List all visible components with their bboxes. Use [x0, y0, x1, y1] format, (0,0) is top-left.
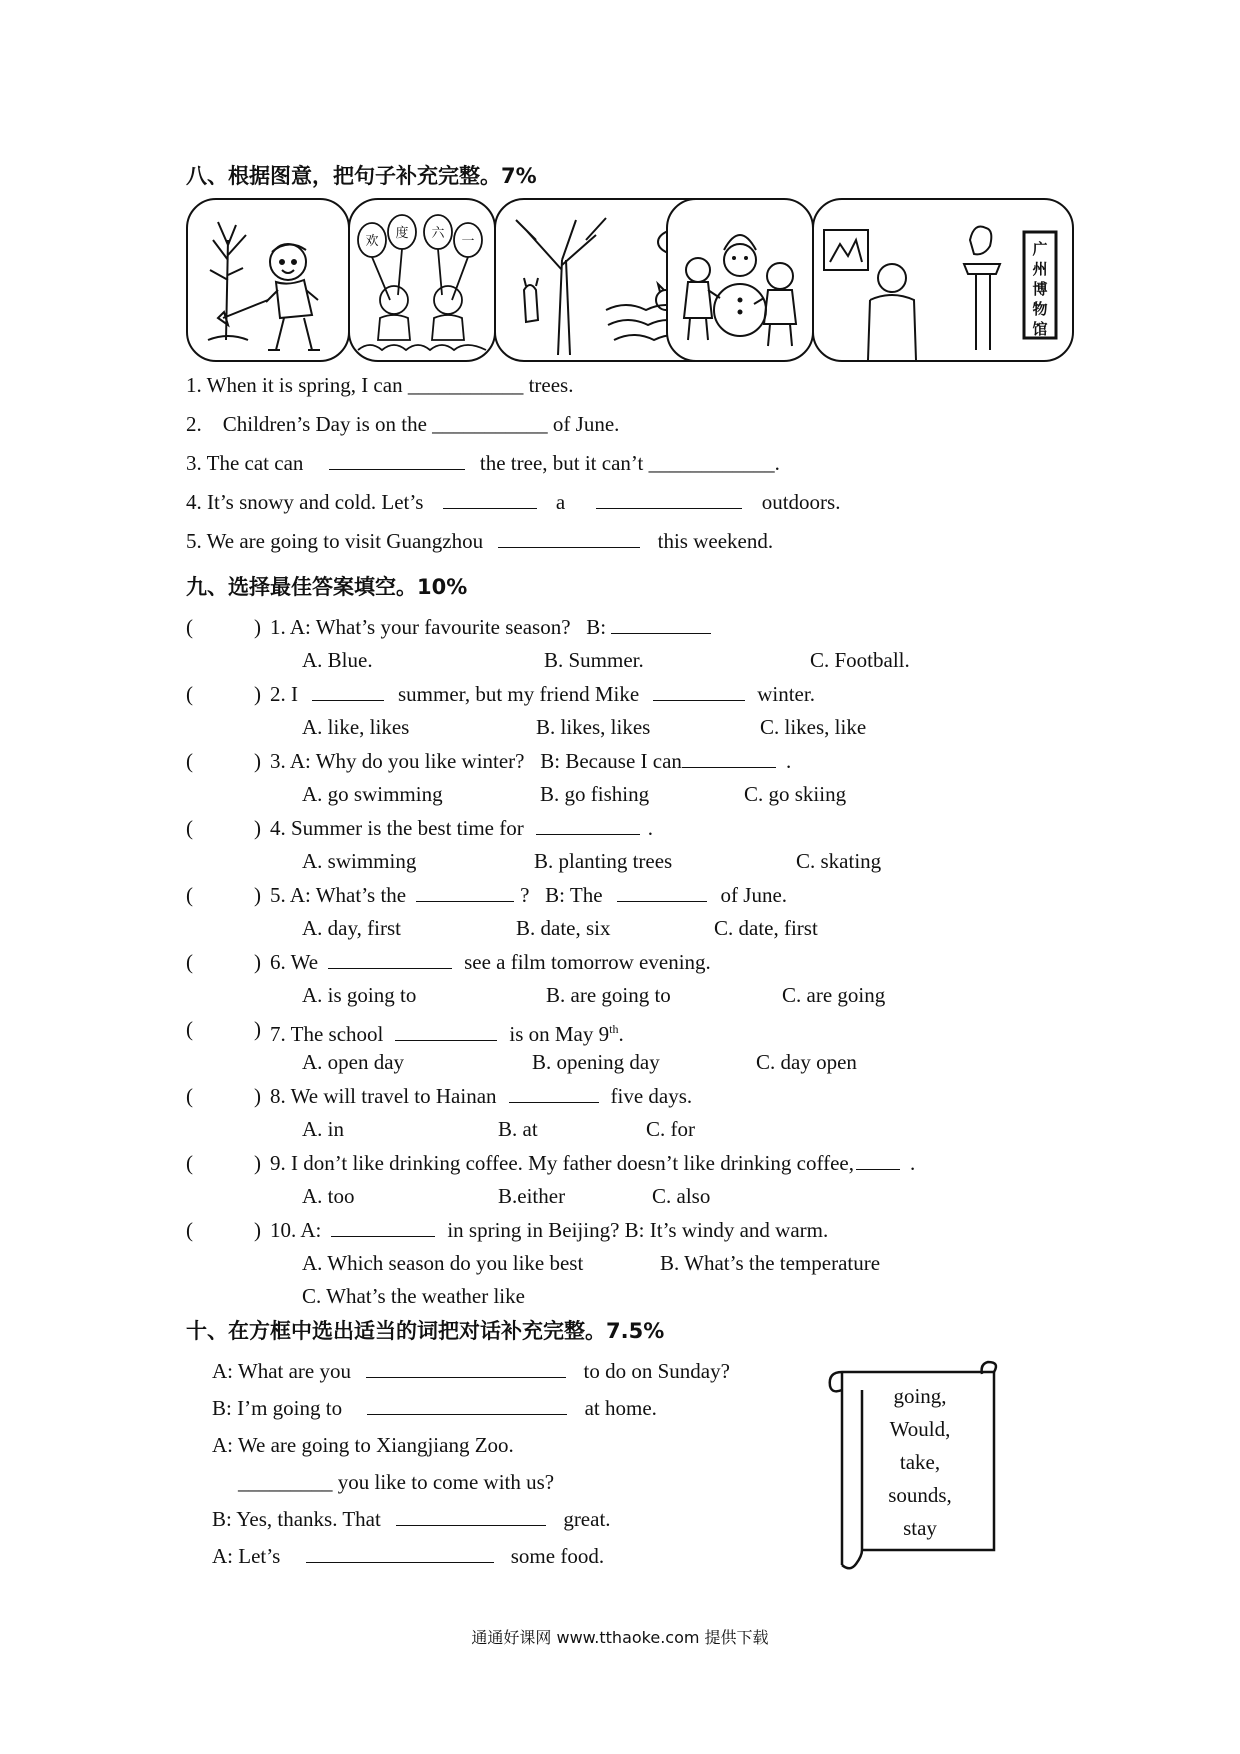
dialog-blank-3[interactable]: _________ — [238, 1470, 333, 1494]
s8-item-2-end: of June. — [547, 412, 620, 436]
question-7-option-2[interactable]: B. opening day — [532, 1050, 660, 1074]
s8-item-2-text: 2. Children’s Day is on the — [186, 412, 433, 436]
word-option-2: Would, — [889, 1417, 951, 1441]
question-5-text-3: of June. — [720, 883, 788, 907]
picture-childrens-day — [348, 198, 496, 362]
answer-bracket[interactable]: ( — [186, 883, 193, 907]
question-2 — [270, 681, 815, 707]
s8-item-5 — [186, 528, 773, 554]
question-2-option-3[interactable]: C. likes, like — [760, 715, 867, 739]
s8-item-1-blank[interactable]: ___________ — [407, 373, 524, 397]
question-10-text-2: in spring in Beijing? B: It’s windy and warm. — [447, 1218, 829, 1242]
answer-bracket-close: ) — [254, 816, 261, 840]
picture-museum — [812, 198, 1074, 362]
dialog-line-2-b: at home. — [584, 1396, 657, 1420]
question-4-text-2: . — [647, 816, 653, 840]
question-9-option-2[interactable]: B.either — [498, 1184, 566, 1208]
question-7-option-3[interactable]: C. day open — [756, 1050, 857, 1074]
question-8-option-2[interactable]: B. at — [498, 1117, 538, 1141]
question-1-option-1[interactable]: A. Blue. — [302, 648, 373, 672]
question-7-blank-1[interactable] — [395, 1022, 497, 1041]
question-1-text-1: 1. A: What’s your favourite season? B: — [270, 615, 612, 639]
word-option-1: going, — [893, 1384, 947, 1408]
question-7-text-2: is on May 9 — [509, 1022, 610, 1046]
dialog-line-2 — [212, 1395, 657, 1421]
question-5-blank-2[interactable] — [617, 883, 707, 902]
question-5-text-2: ? B: The — [520, 883, 603, 907]
question-2-text-1: 2. I — [270, 682, 298, 706]
question-1-blank-1[interactable] — [611, 615, 711, 634]
question-1-option-3[interactable]: C. Football. — [810, 648, 910, 672]
balloon-3-char: 六 — [431, 226, 445, 241]
question-1 — [270, 614, 721, 640]
question-4 — [270, 815, 653, 841]
question-5-option-1[interactable]: A. day, first — [302, 916, 401, 940]
dialog-line-2-a: B: I’m going to — [212, 1396, 343, 1420]
answer-bracket-close: ) — [254, 883, 261, 907]
question-5-blank-1[interactable] — [416, 883, 514, 902]
dialog-line-1-a: A: What are you — [212, 1359, 351, 1383]
answer-bracket[interactable]: ( — [186, 950, 193, 974]
dialog-blank-1[interactable] — [366, 1359, 566, 1378]
dialog-blank-5[interactable] — [306, 1544, 494, 1563]
question-5-option-2[interactable]: B. date, six — [516, 916, 611, 940]
question-5-option-3[interactable]: C. date, first — [714, 916, 818, 940]
question-6-option-3[interactable]: C. are going — [782, 983, 886, 1007]
dialog-line-3-a: A: We are going to Xiangjiang Zoo. — [212, 1433, 514, 1457]
section-8-heading: 八、根据图意，把句子补充完整。7% — [186, 164, 537, 188]
answer-bracket[interactable]: ( — [186, 615, 193, 639]
question-8 — [270, 1083, 692, 1109]
s8-item-3-mid: the tree, but it can’t — [479, 451, 649, 475]
s8-item-5-end: this weekend. — [657, 529, 774, 553]
question-4-option-1[interactable]: A. swimming — [302, 849, 417, 873]
s8-item-4-mid: a — [555, 490, 566, 514]
s8-item-3-text: 3. The cat can — [186, 451, 304, 475]
question-7-text-1: 7. The school — [270, 1022, 384, 1046]
picture-snowman — [666, 198, 814, 362]
s8-item-2-blank[interactable]: ___________ — [432, 412, 548, 436]
s8-item-3-blank-2[interactable]: ____________ — [648, 451, 775, 475]
question-4-option-3[interactable]: C. skating — [796, 849, 882, 873]
s8-item-1 — [186, 372, 573, 398]
dialog-line-6 — [212, 1543, 604, 1569]
s8-item-4-text: 4. It’s snowy and cold. Let’s — [186, 490, 424, 514]
question-3-text-2: . — [785, 749, 792, 773]
answer-bracket-close: ) — [254, 749, 261, 773]
word-box — [842, 1380, 998, 1545]
question-2-blank-1[interactable] — [312, 682, 384, 701]
question-9-option-1[interactable]: A. too — [302, 1184, 355, 1208]
s8-item-3-blank-1[interactable] — [329, 451, 465, 470]
question-10-option-3[interactable]: C. What’s the weather like — [302, 1284, 525, 1308]
dialog-blank-2[interactable] — [367, 1396, 567, 1415]
answer-bracket[interactable]: ( — [186, 1151, 193, 1175]
museum-sign-text: 广州博物馆 — [1032, 240, 1048, 338]
balloon-1-char: 欢 — [365, 234, 379, 249]
answer-bracket-close: ) — [254, 615, 261, 639]
s8-item-4-end: outdoors. — [761, 490, 841, 514]
answer-bracket[interactable]: ( — [186, 1218, 193, 1242]
question-10-option-1[interactable]: A. Which season do you like best — [302, 1251, 584, 1275]
question-3-option-3[interactable]: C. go skiing — [744, 782, 847, 806]
question-7 — [270, 1016, 624, 1047]
question-2-blank-2[interactable] — [653, 682, 745, 701]
page-footer: 通通好课网 www.tthaoke.com 提供下载 — [471, 1628, 769, 1647]
answer-bracket-close: ) — [254, 1218, 261, 1242]
s8-item-2 — [186, 411, 619, 437]
question-6-blank-1[interactable] — [328, 950, 452, 969]
question-9-text-2: . — [909, 1151, 916, 1175]
dialog-line-1-b: to do on Sunday? — [583, 1359, 730, 1383]
question-10-blank-1[interactable] — [331, 1218, 435, 1237]
question-8-option-3[interactable]: C. for — [646, 1117, 695, 1141]
question-9-text-1: 9. I don’t like drinking coffee. My father doesn’t like drinking coffee, — [270, 1151, 854, 1175]
answer-bracket[interactable]: ( — [186, 749, 193, 773]
question-10-text-1: 10. A: — [270, 1218, 322, 1242]
section-10-heading: 十、在方框中选出适当的词把对话补充完整。7.5% — [186, 1319, 665, 1343]
question-7-option-1[interactable]: A. open day — [302, 1050, 405, 1074]
answer-bracket-close: ) — [254, 950, 261, 974]
question-10 — [270, 1217, 828, 1243]
question-8-blank-1[interactable] — [509, 1084, 599, 1103]
question-2-option-2[interactable]: B. likes, likes — [536, 715, 651, 739]
dialog-line-6-b: some food. — [510, 1544, 605, 1568]
question-6-option-1[interactable]: A. is going to — [302, 983, 417, 1007]
question-5-text-1: 5. A: What’s the — [270, 883, 407, 907]
question-9-blank-1[interactable] — [856, 1151, 900, 1170]
question-3-option-2[interactable]: B. go fishing — [540, 782, 650, 806]
balloon-2-char: 度 — [395, 226, 409, 241]
question-3 — [270, 748, 791, 774]
question-1-option-2[interactable]: B. Summer. — [544, 648, 644, 672]
question-8-text-1: 8. We will travel to Hainan — [270, 1084, 497, 1108]
question-3-blank-1[interactable] — [682, 749, 776, 768]
question-2-text-2: summer, but my friend Mike — [398, 682, 640, 706]
question-2-text-3: winter. — [757, 682, 815, 706]
picture-planting-tree — [186, 198, 350, 362]
dialog-line-5-a: B: Yes, thanks. That — [212, 1507, 381, 1531]
s8-item-4-blank-2[interactable] — [596, 490, 742, 509]
s8-item-3-end: . — [774, 451, 780, 475]
answer-bracket[interactable]: ( — [186, 1084, 193, 1108]
question-8-option-1[interactable]: A. in — [302, 1117, 344, 1141]
answer-bracket-close: ) — [254, 682, 261, 706]
question-7-sup: th — [609, 1022, 619, 1036]
s8-item-1-text: 1. When it is spring, I can — [186, 373, 408, 397]
word-option-5: stay — [903, 1516, 937, 1540]
question-6-option-2[interactable]: B. are going to — [546, 983, 671, 1007]
answer-bracket-close: ) — [254, 1017, 261, 1041]
dialog-line-5-b: great. — [563, 1507, 611, 1531]
balloon-4-char: 一 — [461, 234, 475, 249]
s8-item-1-end: trees. — [523, 373, 574, 397]
s8-item-3 — [186, 450, 780, 476]
question-3-option-1[interactable]: A. go swimming — [302, 782, 443, 806]
s8-item-5-blank[interactable] — [498, 529, 640, 548]
question-4-text-1: 4. Summer is the best time for — [270, 816, 524, 840]
dialog-line-4 — [238, 1469, 554, 1495]
word-option-3: take, — [899, 1450, 941, 1474]
question-9-option-3[interactable]: C. also — [652, 1184, 711, 1208]
picture-strip — [186, 198, 1074, 364]
question-4-blank-1[interactable] — [536, 816, 640, 835]
dialog-line-1 — [212, 1358, 730, 1384]
question-8-text-2: five days. — [610, 1084, 693, 1108]
question-6 — [270, 949, 711, 975]
word-option-4: sounds, — [888, 1483, 952, 1507]
answer-bracket[interactable]: ( — [186, 1017, 193, 1041]
answer-bracket[interactable]: ( — [186, 682, 193, 706]
s8-item-4 — [186, 489, 840, 515]
question-3-text-1: 3. A: Why do you like winter? B: Because I can — [270, 749, 682, 773]
question-10-option-2[interactable]: B. What’s the temperature — [660, 1251, 881, 1275]
answer-bracket-close: ) — [254, 1151, 261, 1175]
dialog-line-4-b: you like to come with us? — [332, 1470, 555, 1494]
dialog-line-5 — [212, 1506, 611, 1532]
question-2-option-1[interactable]: A. like, likes — [302, 715, 410, 739]
question-4-option-2[interactable]: B. planting trees — [534, 849, 673, 873]
question-9 — [270, 1150, 915, 1176]
question-7-text-3: . — [618, 1022, 624, 1046]
answer-bracket[interactable]: ( — [186, 816, 193, 840]
dialog-blank-4[interactable] — [396, 1507, 546, 1526]
question-6-text-1: 6. We — [270, 950, 319, 974]
section-9-heading: 九、选择最佳答案填空。10% — [186, 575, 468, 599]
answer-bracket-close: ) — [254, 1084, 261, 1108]
dialog-line-3 — [212, 1432, 514, 1458]
question-5 — [270, 882, 787, 908]
question-6-text-2: see a film tomorrow evening. — [464, 950, 711, 974]
s8-item-5-text: 5. We are going to visit Guangzhou — [186, 529, 484, 553]
s8-item-4-blank-1[interactable] — [443, 490, 537, 509]
dialog-line-6-a: A: Let’s — [212, 1544, 281, 1568]
